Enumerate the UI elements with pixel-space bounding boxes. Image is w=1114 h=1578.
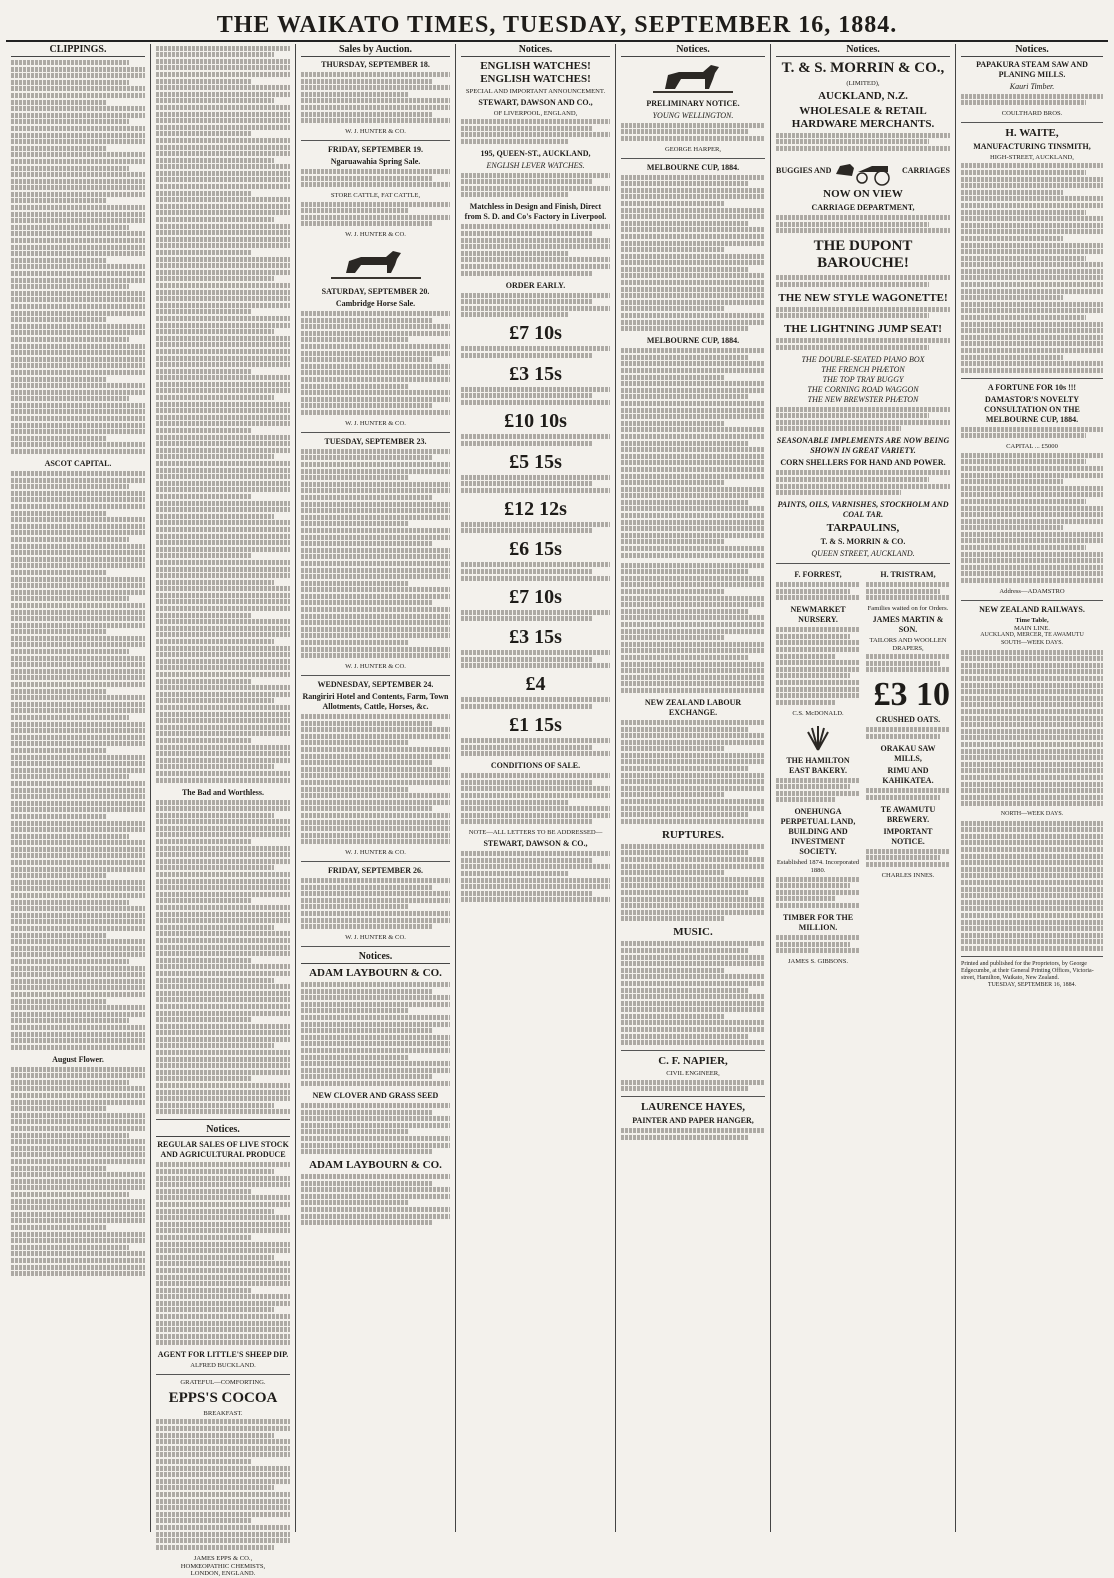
nursery-text	[776, 627, 860, 705]
epps-cocoa-title: EPPS'S COCOA	[168, 1390, 278, 1407]
price-3: £12 12s	[504, 497, 567, 520]
ruptures-heading: RUPTURES.	[661, 828, 725, 841]
clippings-subheading: ASCOT CAPITAL.	[44, 459, 112, 469]
melbourne-cup-2: MELBOURNE CUP, 1884.	[646, 336, 740, 346]
napier-name: C. F. NAPIER,	[658, 1055, 728, 1068]
regular-sales-text	[156, 1162, 290, 1345]
kauri-timber: Kauri Timber.	[1009, 82, 1055, 91]
timetable-south	[961, 650, 1103, 807]
clippings-text-2	[11, 471, 145, 1050]
waite-street: HIGH-STREET, AUCKLAND,	[990, 153, 1074, 161]
hunter-signature-1: W. J. HUNTER & CO.	[345, 128, 406, 136]
notices-heading-3: Notices.	[301, 951, 450, 964]
martin-text	[866, 654, 950, 672]
column-3	[296, 44, 456, 1532]
sale-5-text	[301, 714, 450, 844]
horse-engraving	[301, 243, 450, 283]
waite-list	[961, 163, 1103, 372]
price-1: £7 10s	[509, 322, 562, 345]
col6-left	[776, 568, 860, 966]
price-4: £7 10s	[509, 585, 562, 608]
george-harper: GEORGE HARPER,	[664, 145, 722, 153]
sale-4-text	[301, 449, 450, 658]
papakura-text	[961, 94, 1103, 106]
established: Established 1874. Incorporated 1880.	[776, 859, 860, 875]
order-early: ORDER EARLY.	[505, 280, 566, 290]
newmarket-nursery: NEWMARKET NURSERY.	[790, 605, 846, 625]
column-4	[456, 44, 616, 1532]
masthead-rule	[6, 40, 1108, 42]
suit-price: £3 10	[873, 676, 950, 714]
paints-oils: PAINTS, OILS, VARNISHES, STOCKHOLM AND COAL TAR.	[777, 500, 949, 520]
south-week-days: SOUTH—WEEK DAYS.	[1000, 640, 1064, 647]
preliminary-notice: PRELIMINARY NOTICE.	[646, 99, 740, 108]
society-text	[776, 877, 860, 908]
new-style-wagonette: THE NEW STYLE WAGONETTE!	[778, 291, 948, 304]
price-4-text	[461, 610, 610, 622]
sale-date-6: FRIDAY, SEPTEMBER 26.	[328, 866, 423, 876]
damastor-capital: CAPITAL ... £5000	[1006, 443, 1058, 451]
north-week-days: NORTH—WEEK DAYS.	[1000, 811, 1064, 818]
morrin-limited: (LIMITED),	[846, 80, 880, 87]
cambridge-horse-sale: Cambridge Horse Sale.	[335, 299, 416, 309]
notices-heading-6: Notices.	[776, 44, 950, 57]
painter-paperhanger: PAINTER AND PAPER HANGER,	[632, 1116, 754, 1126]
price-4b-text	[461, 650, 610, 668]
hunter-signature-6: W. J. HUNTER & CO.	[345, 934, 406, 942]
seasonable-implements: SEASONABLE IMPLEMENTS ARE NOW BEING SHOWN IN GREAT VARIETY.	[776, 436, 950, 456]
price-5-text	[461, 697, 610, 709]
adam-laybourn-text-2	[301, 1174, 450, 1225]
letters-note: NOTE—ALL LETTERS TO BE ADDRESSED—	[468, 829, 603, 837]
coulthard: COULTHARD BROS.	[1001, 110, 1063, 118]
grateful-line: GRATEFUL—COMFORTING.	[180, 1379, 266, 1387]
notices-heading-5: Notices.	[621, 44, 765, 57]
price-5: £4	[525, 673, 546, 696]
labour-text	[621, 720, 765, 824]
special-announcement: SPECIAL AND IMPORTANT ANNOUNCEMENT.	[465, 88, 606, 95]
stewart-dawson: STEWART, DAWSON AND CO.,	[478, 97, 593, 107]
crushed-oats: CRUSHED OATS.	[875, 715, 941, 725]
price-1b-text	[461, 387, 610, 405]
corn-text	[776, 470, 950, 495]
price-1b: £3 15s	[509, 362, 562, 385]
watches-text-1	[461, 119, 610, 144]
vehicle-list-1: THE DOUBLE-SEATED PIANO BOX	[801, 354, 925, 364]
vehicle-list-4: THE CORNING ROAD WAGGON	[807, 384, 919, 394]
price-5b: £1 15s	[509, 714, 562, 736]
wheatsheaf-engraving	[776, 722, 860, 752]
stewart-dawson-2: STEWART, DAWSON & CO.,	[483, 839, 588, 849]
price-2b-text	[461, 475, 610, 493]
carriage-engraving	[832, 156, 902, 186]
conditions-text	[461, 773, 610, 824]
napier-title: CIVIL ENGINEER,	[666, 1070, 720, 1078]
adam-laybourn-2: ADAM LAYBOURN & CO.	[309, 1159, 442, 1172]
melbourne-text-3	[621, 563, 765, 693]
prelim-text	[621, 123, 765, 141]
melbourne-text-2	[621, 348, 765, 557]
morrin-title: T. & S. MORRIN & CO.,	[781, 60, 945, 76]
column-2	[151, 44, 296, 1578]
epps-signature-1: JAMES EPPS & CO.,	[193, 1554, 253, 1562]
dupont-text	[776, 275, 950, 287]
sale-date-5: WEDNESDAY, SEPTEMBER 24.	[317, 680, 434, 690]
column-5	[616, 44, 771, 1532]
notices-heading-2: Notices.	[156, 1124, 290, 1137]
orakau-text	[866, 788, 950, 800]
vehicle-list-5: THE NEW BREWSTER PHÆTON	[807, 394, 919, 404]
dupont-barouche: THE DUPONT BAROUCHE!	[813, 238, 913, 272]
tailors-drapers: TAILORS AND WOOLLEN DRAPERS,	[869, 637, 947, 652]
brewery-text	[866, 849, 950, 867]
stallion-engraving	[621, 61, 765, 95]
matchless-design: Matchless in Design and Finish, Direct from S. D. and Co's Factory in Liverpool.	[464, 202, 607, 222]
main-line: MAIN LINE.	[1014, 624, 1050, 632]
sale-date-3: SATURDAY, SEPTEMBER 20.	[321, 287, 430, 297]
hunter-signature-3: W. J. HUNTER & CO.	[345, 420, 406, 428]
stewart-liverpool: OF LIVERPOOL, ENGLAND,	[493, 109, 578, 117]
timber-million: TIMBER FOR THE MILLION.	[782, 912, 854, 932]
lightning-jump-seat: THE LIGHTNING JUMP SEAT!	[784, 323, 942, 336]
sale-date-4: TUESDAY, SEPTEMBER 23.	[324, 436, 427, 446]
waite-name: H. WAITE,	[1005, 126, 1059, 139]
te-awamutu-brewery: TE AWAMUTU BREWERY.	[880, 804, 936, 824]
price-3-text	[461, 522, 610, 534]
sale-date-2: FRIDAY, SEPTEMBER 19.	[328, 144, 423, 154]
melbourne-cup-1: MELBOURNE CUP, 1884.	[646, 162, 740, 172]
column-1	[6, 44, 151, 1532]
hamilton-east-bakery: THE HAMILTON EAST BAKERY.	[786, 755, 850, 775]
morrin-auckland: AUCKLAND, N.Z.	[818, 89, 908, 102]
column-2-text	[156, 46, 290, 783]
charles-innes: CHARLES INNES.	[881, 871, 935, 879]
epps-signature-3: LONDON, ENGLAND.	[190, 1570, 256, 1578]
sheep-dip-name: ALFRED BUCKLAND.	[190, 1362, 256, 1370]
buggies-label: BUGGIES AND	[776, 165, 832, 175]
price-2: £10 10s	[504, 410, 567, 433]
orakau-mills: ORAKAU SAW MILLS,	[880, 744, 936, 764]
clover-seed: NEW CLOVER AND GRASS SEED	[312, 1090, 439, 1100]
bad-worthless-heading: The Bad and Worthless.	[181, 787, 265, 797]
ngaruawahia-sale: Ngaruawahia Spring Sale.	[330, 156, 421, 166]
forrest-name: F. FORREST,	[794, 570, 842, 580]
sale-3-text	[301, 311, 450, 415]
morrin-intro	[776, 133, 950, 151]
papakura-mills: PAPAKURA STEAM SAW AND PLANING MILLS.	[976, 60, 1088, 79]
price-1-text	[461, 346, 610, 358]
masthead-title: THE WAIKATO TIMES, TUESDAY, SEPTEMBER 16, 1884.	[216, 12, 898, 38]
regular-sales-notice: REGULAR SALES OF LIVE STOCK AND AGRICULTURAL PRODUCE	[157, 1140, 289, 1160]
onehunga-society: ONEHUNGA PERPETUAL LAND, BUILDING AND INVESTMENT SOCIETY.	[780, 807, 856, 857]
store-cattle-line: STORE CATTLE, FAT CATTLE,	[330, 192, 421, 200]
price-2b: £5 15s	[509, 450, 562, 473]
tinsmith: MANUFACTURING TINSMITH,	[973, 141, 1091, 151]
carriages-label: CARRIAGES	[901, 165, 950, 175]
epps-signature-2: HOMŒOPATHIC CHEMISTS,	[180, 1562, 266, 1570]
column-6	[771, 44, 956, 1532]
imprint: Printed and published for the Proprietors, by George Edgecumbe, at their General Printing Offices, Victoria-street, Hamilton, Waikato, New Zealand.	[961, 960, 1094, 981]
damastor-text	[961, 427, 1103, 439]
laurence-text	[621, 1128, 765, 1140]
napier-text	[621, 1080, 765, 1092]
august-flower-heading: August Flower.	[52, 1054, 104, 1064]
important-notice: IMPORTANT NOTICE.	[883, 826, 933, 846]
clippings-text	[11, 60, 145, 454]
tristram-text	[866, 582, 950, 600]
carriage-banner	[776, 156, 950, 186]
queen-street: QUEEN STREET, AUCKLAND.	[811, 549, 915, 559]
watches-text-4	[461, 293, 610, 318]
nz-railways: NEW ZEALAND RAILWAYS.	[979, 604, 1085, 614]
queen-street-address: 195, QUEEN-ST., AUCKLAND,	[480, 148, 591, 158]
sale-date-1: THURSDAY, SEPTEMBER 18.	[321, 60, 430, 69]
sale-2-text-b	[301, 202, 450, 227]
english-lever-watches: ENGLISH LEVER WATCHES.	[486, 160, 585, 170]
families-line: Families waited on for Orders.	[867, 605, 949, 613]
rangiriri-sale: Rangiriri Hotel and Contents, Farm, Town Allotments, Cattle, Horses, &c.	[302, 692, 449, 712]
hunter-signature-5: W. J. HUNTER & CO.	[345, 849, 406, 857]
imprint-date: TUESDAY, SEPTEMBER 16, 1884.	[987, 981, 1077, 988]
music-text	[621, 941, 765, 1045]
price-3b-text	[461, 562, 610, 580]
sheep-dip-agent: AGENT FOR LITTLE'S SHEEP DIP.	[157, 1350, 289, 1360]
james-martin: JAMES MARTIN & SON.	[872, 615, 944, 635]
music-heading: MUSIC.	[673, 926, 713, 939]
english-watches-title: ENGLISH WATCHES! ENGLISH WATCHES!	[480, 60, 591, 85]
sale-1-text	[301, 72, 450, 123]
corn-shellers: CORN SHELLERS FOR HAND AND POWER.	[780, 458, 946, 468]
ruptures-text	[621, 844, 765, 922]
notices-heading-7: Notices.	[961, 44, 1103, 57]
vehicle-list-3: THE TOP TRAY BUGGY	[822, 374, 904, 384]
young-wellington: YOUNG WELLINGTON.	[652, 111, 734, 120]
damastor-consultation: DAMASTOR'S NOVELTY CONSULTATION ON THE MELBOURNE CUP, 1884.	[984, 394, 1080, 424]
columns	[6, 44, 1108, 1578]
adam-laybourn-text	[301, 982, 450, 1086]
clippings-heading: CLIPPINGS.	[11, 44, 145, 57]
adamstro-address: Address—ADAMSTRO	[999, 588, 1065, 596]
hunter-signature-4: W. J. HUNTER & CO.	[345, 663, 406, 671]
adam-laybourn-1: ADAM LAYBOURN & CO.	[309, 967, 442, 980]
wholesale-retail: WHOLESALE & RETAIL HARDWARE MERCHANTS.	[791, 104, 935, 130]
melbourne-text-1	[621, 175, 765, 332]
hunter-signature-2: W. J. HUNTER & CO.	[345, 231, 406, 239]
masthead	[0, 0, 1114, 40]
price-3b: £6 15s	[509, 538, 562, 561]
vehicle-list-2: THE FRENCH PHÆTON	[821, 364, 905, 374]
mcdonald-sign: C.S. McDONALD.	[792, 709, 844, 717]
column-7	[956, 44, 1108, 1532]
now-on-view: NOW ON VIEW	[823, 187, 903, 200]
col6-split	[776, 568, 950, 966]
epps-text	[156, 1419, 290, 1549]
tristram-name: H. TRISTRAM,	[880, 570, 936, 580]
oats-text	[866, 727, 950, 739]
bad-worthless-text	[156, 800, 290, 1115]
price-5b-text	[461, 738, 610, 756]
sales-heading: Sales by Auction.	[301, 44, 450, 57]
damastor-text-2	[961, 453, 1103, 583]
sale-6-text	[301, 878, 450, 929]
price-4b: £3 15s	[509, 626, 562, 649]
laurence-hayes: LAURENCE HAYES,	[640, 1101, 746, 1114]
tarpaulins: TARPAULINS,	[826, 522, 900, 535]
price-2-text	[461, 434, 610, 446]
carriage-text	[776, 215, 950, 233]
sale-2-text	[301, 169, 450, 187]
bakery-text	[776, 778, 860, 803]
watches-text-2	[461, 173, 610, 198]
time-table: Time Table,	[1015, 616, 1049, 624]
clover-seed-text	[301, 1103, 450, 1154]
epps-breakfast: BREAKFAST.	[203, 1410, 243, 1418]
vehicle-text	[776, 407, 950, 432]
timetable-north	[961, 821, 1103, 951]
forrest-text	[776, 582, 860, 600]
col6-right	[866, 568, 950, 966]
jump-text	[776, 338, 950, 350]
rimu-kahikatea: RIMU AND KAHIKATEA.	[882, 766, 934, 786]
morrin-footer: T. & S. MORRIN & CO.	[820, 537, 906, 547]
wagonette-text	[776, 307, 950, 319]
carriage-department: CARRIAGE DEPARTMENT,	[811, 202, 915, 212]
fortune-heading: A FORTUNE FOR 10s !!!	[987, 382, 1077, 392]
nz-labour-exchange: NEW ZEALAND LABOUR EXCHANGE.	[644, 697, 742, 717]
conditions-of-sale: CONDITIONS OF SALE.	[490, 761, 581, 771]
august-flower-text	[11, 1067, 145, 1276]
watches-text-5	[461, 851, 610, 902]
watches-text-3	[461, 224, 610, 275]
notices-heading-4: Notices.	[461, 44, 610, 57]
route-line: AUCKLAND, MERCER, TE AWAMUTU	[980, 632, 1084, 639]
timber-text	[776, 935, 860, 953]
gibbons-sign: JAMES S. GIBBONS.	[787, 958, 849, 966]
